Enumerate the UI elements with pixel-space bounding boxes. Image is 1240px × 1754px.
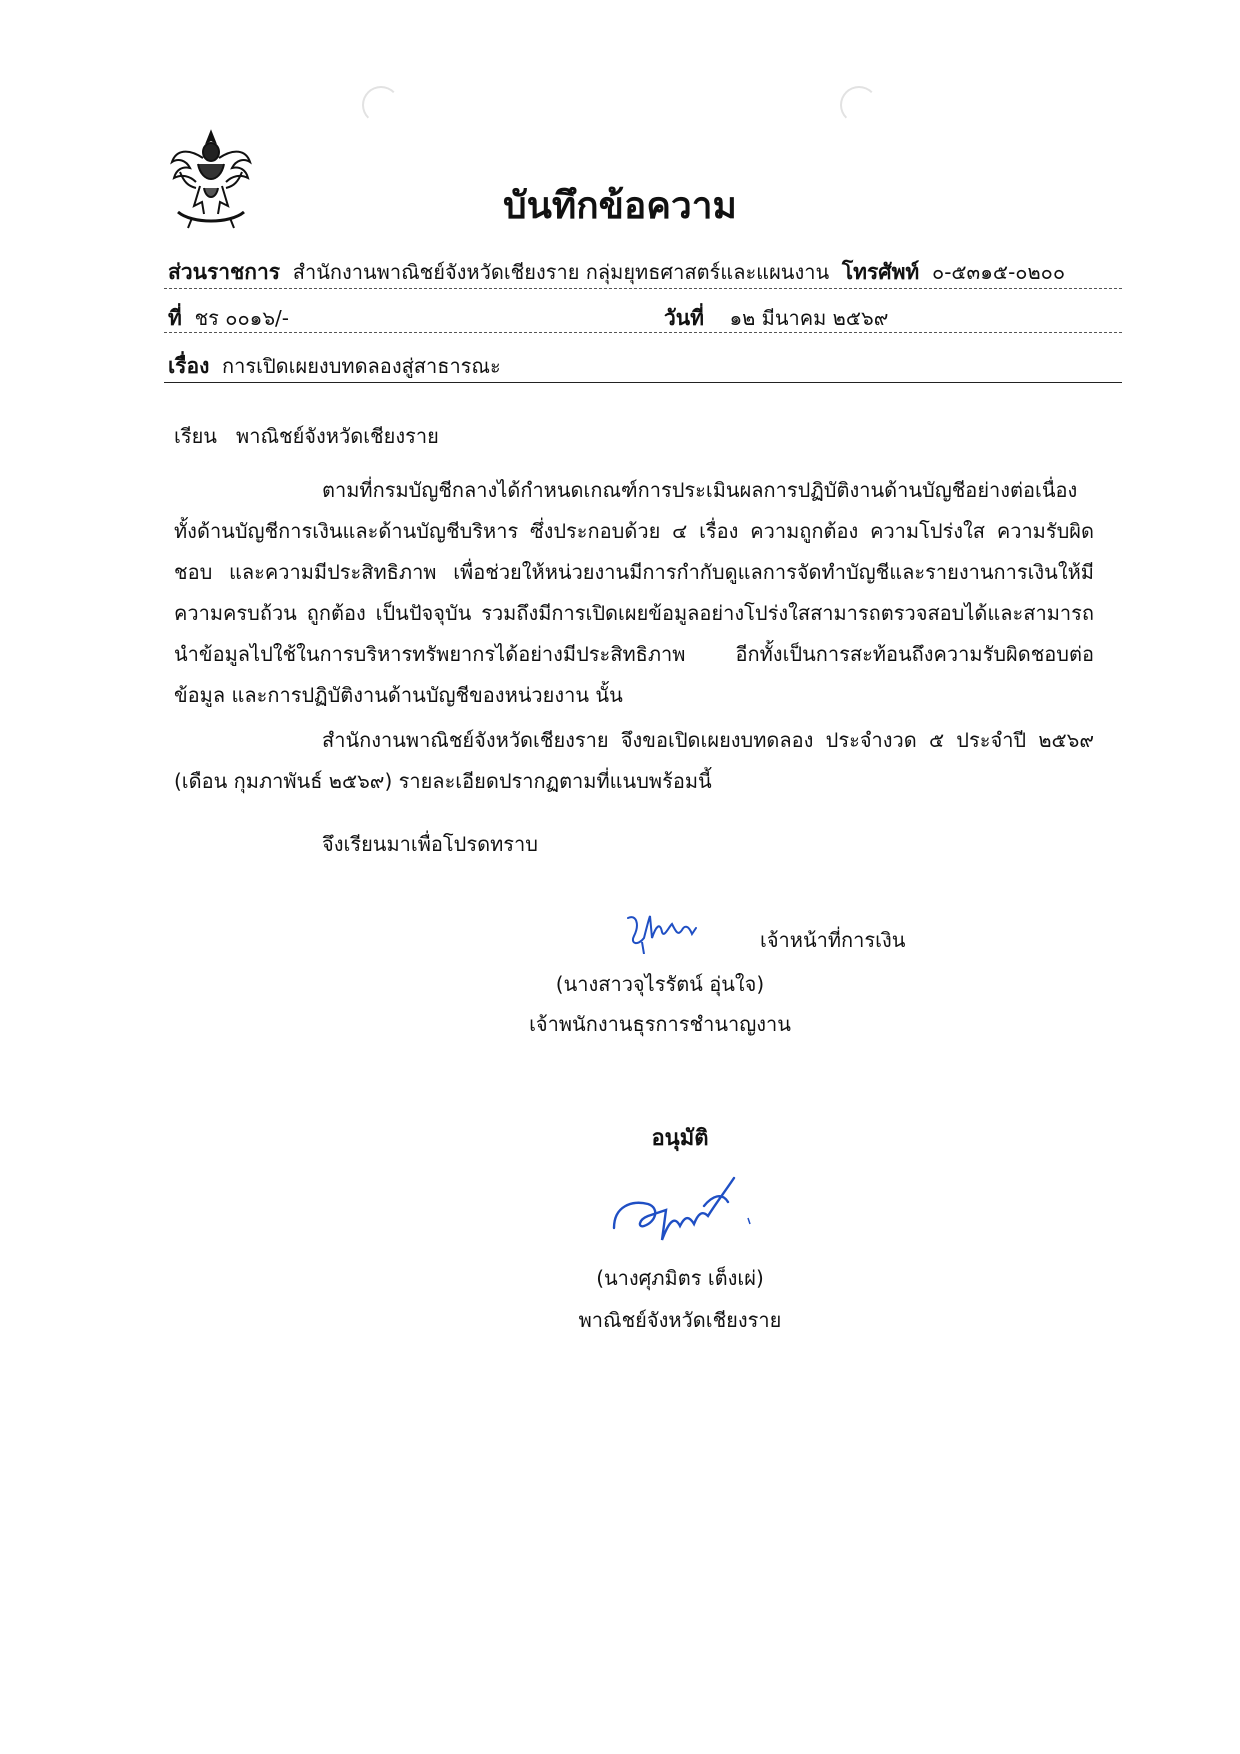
divider-solid bbox=[164, 382, 1122, 383]
signer-name: (นางสาวจุไรรัตน์ อุ่นใจ) bbox=[555, 972, 765, 996]
date-value: ๑๒ มีนาคม ๒๕๖๙ bbox=[729, 306, 889, 330]
department-value: สำนักงานพาณิชย์จังหวัดเชียงราย กลุ่มยุทธศาสตร์และแผนงาน bbox=[292, 260, 830, 284]
department-label: ส่วนราชการ bbox=[168, 260, 281, 284]
department-row bbox=[168, 256, 1065, 289]
subject-label: เรื่อง bbox=[168, 354, 210, 378]
date-label: วันที่ bbox=[664, 306, 704, 330]
approval-label: อนุมัติ bbox=[651, 1126, 709, 1151]
reference-value: ชร ๐๐๑๖/- bbox=[194, 306, 289, 330]
salutation bbox=[174, 420, 439, 452]
approver-position: พาณิชย์จังหวัดเชียงราย bbox=[578, 1308, 782, 1332]
divider-dotted bbox=[164, 332, 1122, 333]
body-paragraph: ตามที่กรมบัญชีกลางได้กำหนดเกณฑ์การประเมินผลการปฏิบัติงานด้านบัญชีอย่างต่อเนื่อง ทั้งด้านบัญชีการเงินและด้านบัญชีบริหาร ซึ่งประกอบด้วย ๔ เรื่อง ความถูกต้อง ความโปร่งใส ความรับผิดชอบ และความมีประสิทธิภาพ เพื่อช่วยให้หน่วยงานมีการกำกับดูแลการจัดทำบัญชีและรายงานการเงินให้มีความครบถ้วน ถูกต้อง เป็นปัจจุบัน รวมถึงมีการเปิดเผยข้อมูลอย่างโปร่งใสสามารถตรวจสอบได้และสามารถนำข้อมูลไปใช้ในการบริหารทรัพยากรได้อย่างมีประสิทธิภาพ อีกทั้งเป็นการสะท้อนถึงความรับผิดชอบต่อข้อมูล และการปฏิบัติงานด้านบัญชีของหน่วยงาน นั้น bbox=[174, 478, 1094, 707]
date-row bbox=[664, 302, 888, 335]
salutation-label: เรียน bbox=[174, 424, 217, 448]
punch-hole-right bbox=[840, 86, 878, 124]
punch-hole-left bbox=[362, 86, 400, 124]
phone-value: ๐-๕๓๑๕-๐๒๐๐ bbox=[932, 260, 1066, 284]
divider-dotted bbox=[164, 288, 1122, 289]
salutation-value: พาณิชย์จังหวัดเชียงราย bbox=[236, 424, 439, 448]
memo-title: บันทึกข้อความ bbox=[503, 184, 737, 227]
signer-role: เจ้าหน้าที่การเงิน bbox=[760, 928, 906, 952]
subject-row bbox=[168, 350, 501, 383]
body-paragraph: สำนักงานพาณิชย์จังหวัดเชียงราย จึงขอเปิดเผยงบทดลอง ประจำงวด ๕ ประจำปี ๒๕๖๙ (เดือน กุมภาพันธ์ ๒๕๖๙) รายละเอียดปรากฏตามที่แนบพร้อมนี้ bbox=[174, 728, 1094, 793]
signer-position: เจ้าพนักงานธุรการชำนาญงาน bbox=[529, 1012, 791, 1036]
subject-value: การเปิดเผยงบทดลองสู่สาธารณะ bbox=[222, 354, 501, 378]
closing-line: จึงเรียนมาเพื่อโปรดทราบ bbox=[322, 832, 538, 856]
phone-label: โทรศัพท์ bbox=[841, 260, 920, 284]
reference-label: ที่ bbox=[168, 306, 182, 330]
approver-name: (นางศุภมิตร เต็งเผ่) bbox=[596, 1266, 764, 1290]
handwritten-signature-icon bbox=[618, 908, 708, 954]
handwritten-signature-icon bbox=[608, 1166, 768, 1246]
reference-row bbox=[168, 302, 289, 335]
